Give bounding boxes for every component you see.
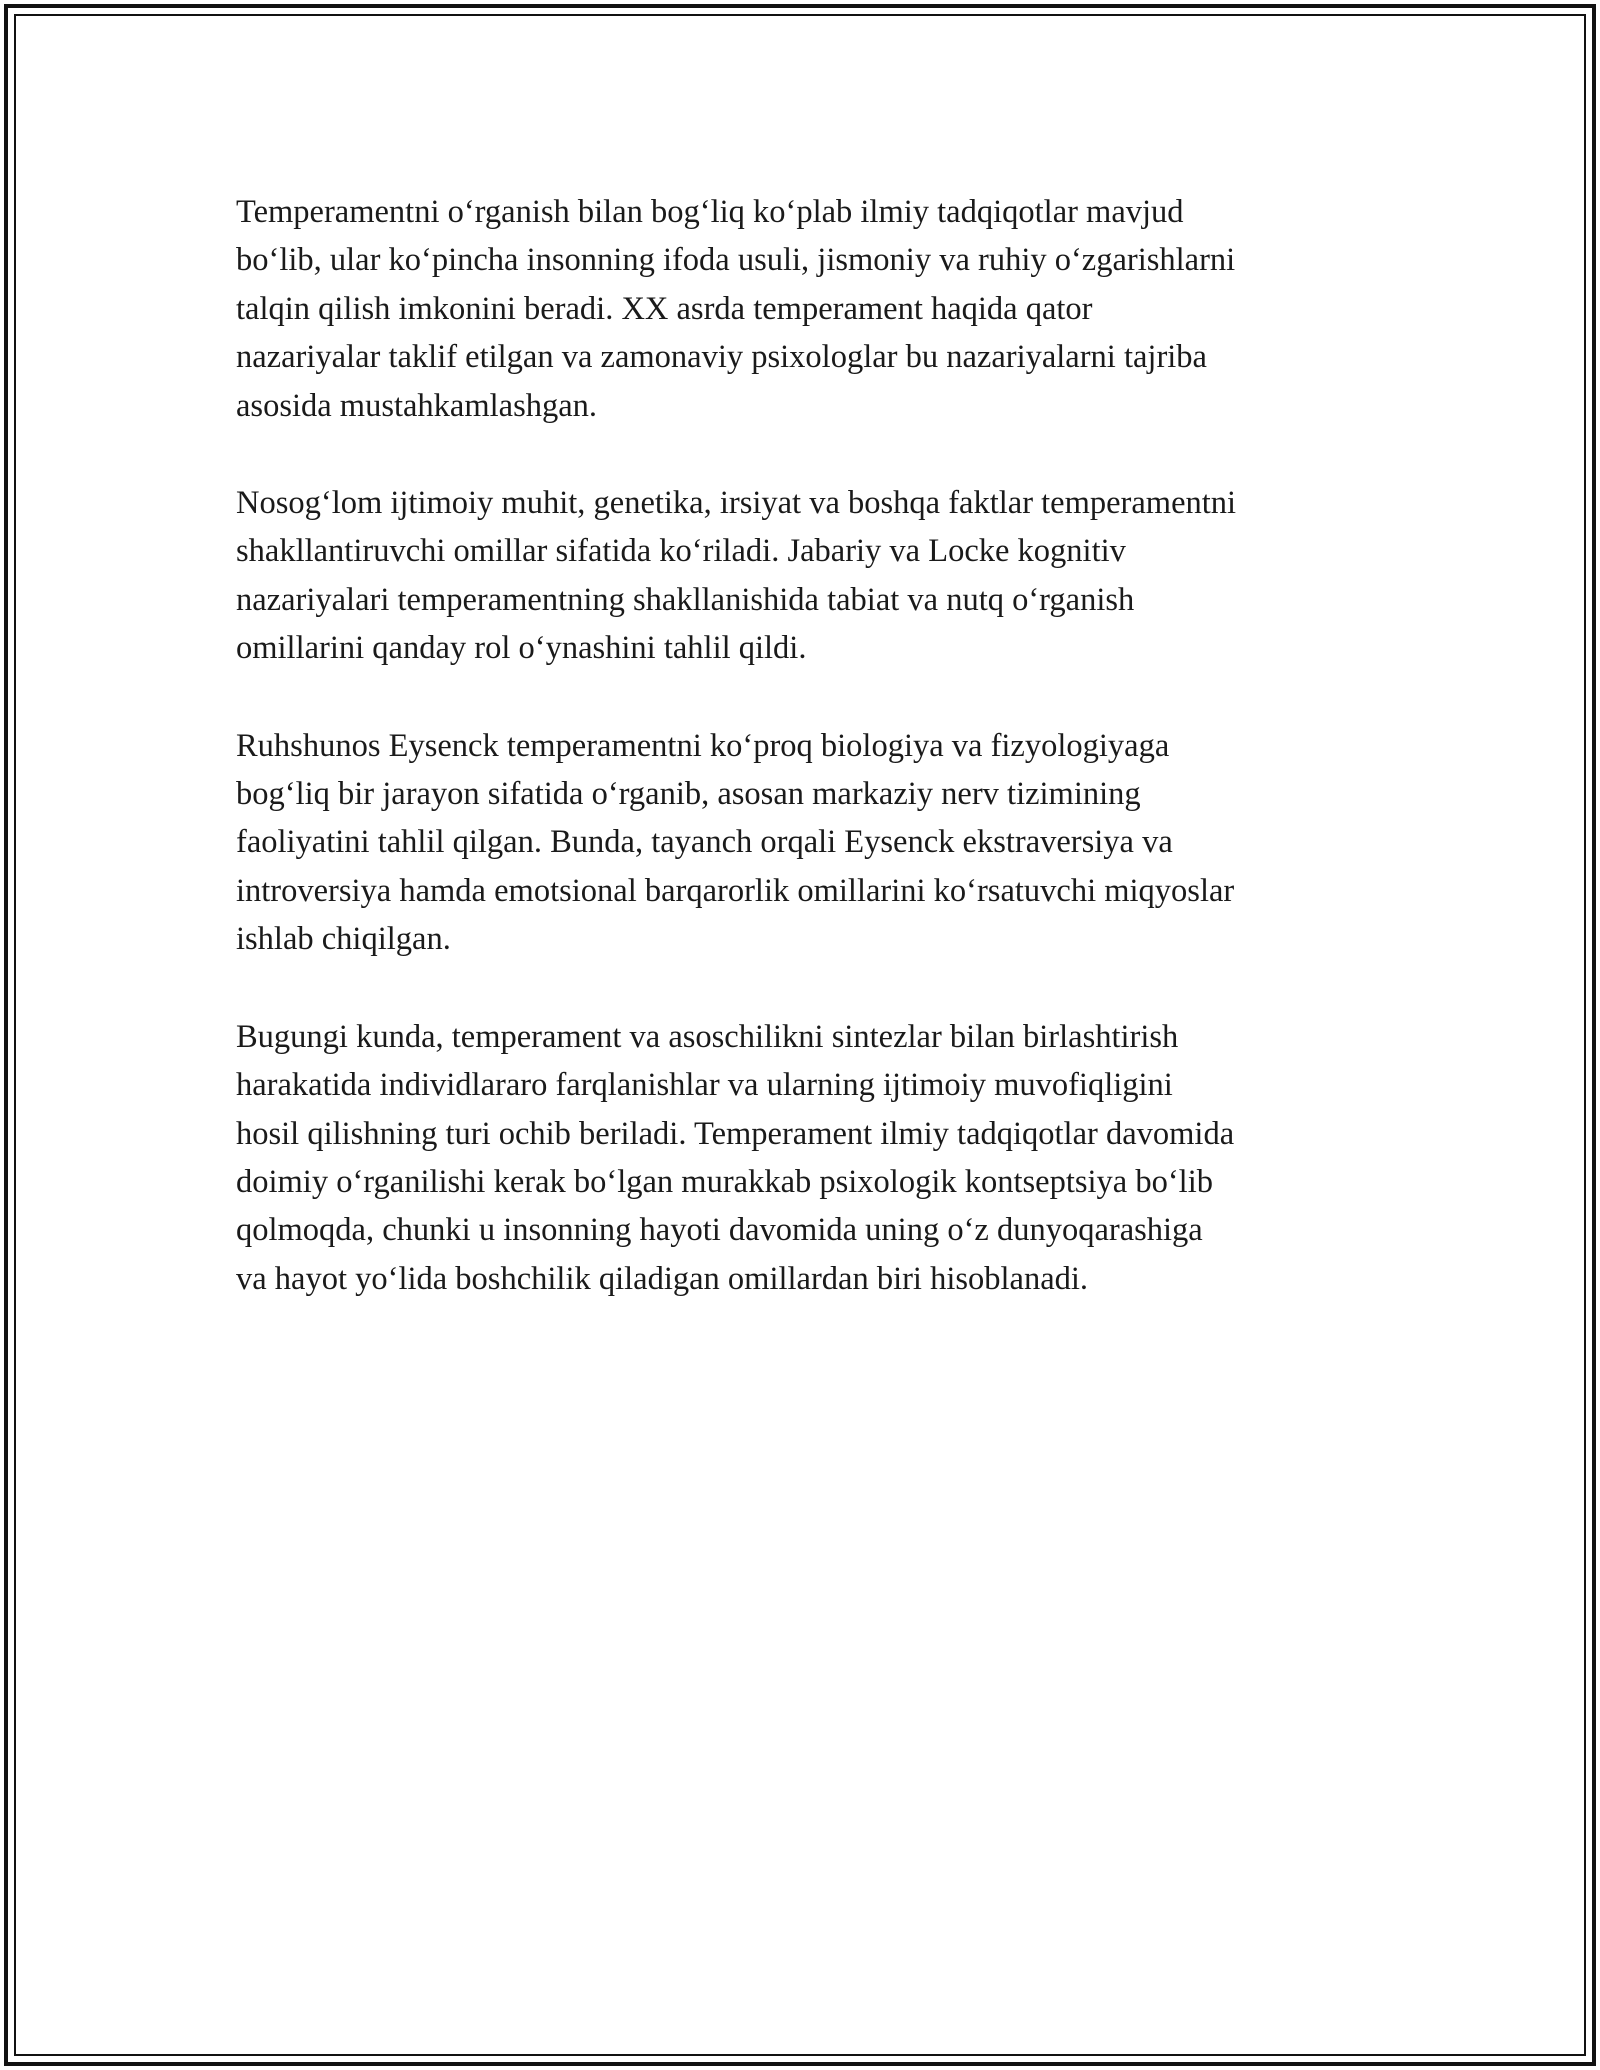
paragraph-1: Temperamentni o‘rganish bilan bog‘liq ko‘plab ilmiy tadqiqotlar mavjud bo‘lib, ular ko‘pincha insonning ifoda usuli, jismoniy va ruhiy o‘zgarishlarni talqin qilish imkonini beradi. XX asrda temperament haqida qator nazariyalar taklif etilgan va zamonaviy psixologlar bu nazariyalarni tajriba asosida mustahkamlashgan.	[236, 194, 1236, 424]
paragraph-4: Bugungi kunda, temperament va asoschilikni sintezlar bilan birlashtirish harakatida individlararo farqlanishlar va ularning ijtimoiy muvofiqligini hosil qilishning turi ochib beriladi. Temperament ilmiy tadqiqotlar davomida doimiy o‘rganilishi kerak bo‘lgan murakkab psixologik kontseptsiya bo‘lib qolmoqda, chunki u insonning hayoti davomida uning o‘z dunyoqarashiga va hayot yo‘lida boshchilik qiladigan omillardan biri hisoblanadi.	[236, 1018, 1235, 1297]
document-body	[236, 188, 1376, 1352]
paragraph-2: Nosog‘lom ijtimoiy muhit, genetika, irsiyat va boshqa faktlar temperamentni shakllantiruvchi omillar sifatida ko‘riladi. Jabariy va Locke kognitiv nazariyalari temperamentning shakllanishida tabiat va nutq o‘rganish omillarini qanday rol o‘ynashini tahlil qildi.	[236, 485, 1237, 667]
paragraph-3: Ruhshunos Eysenck temperamentni ko‘proq biologiya va fizyologiyaga bog‘liq bir jarayon sifatida o‘rganib, asosan markaziy nerv tizimining faoliyatini tahlil qilgan. Bunda, tayanch orqali Eysenck ekstraversiya va introversiya hamda emotsional barqarorlik omillarini ko‘rsatuvchi miqyoslar ishlab chiqilgan.	[236, 727, 1235, 958]
